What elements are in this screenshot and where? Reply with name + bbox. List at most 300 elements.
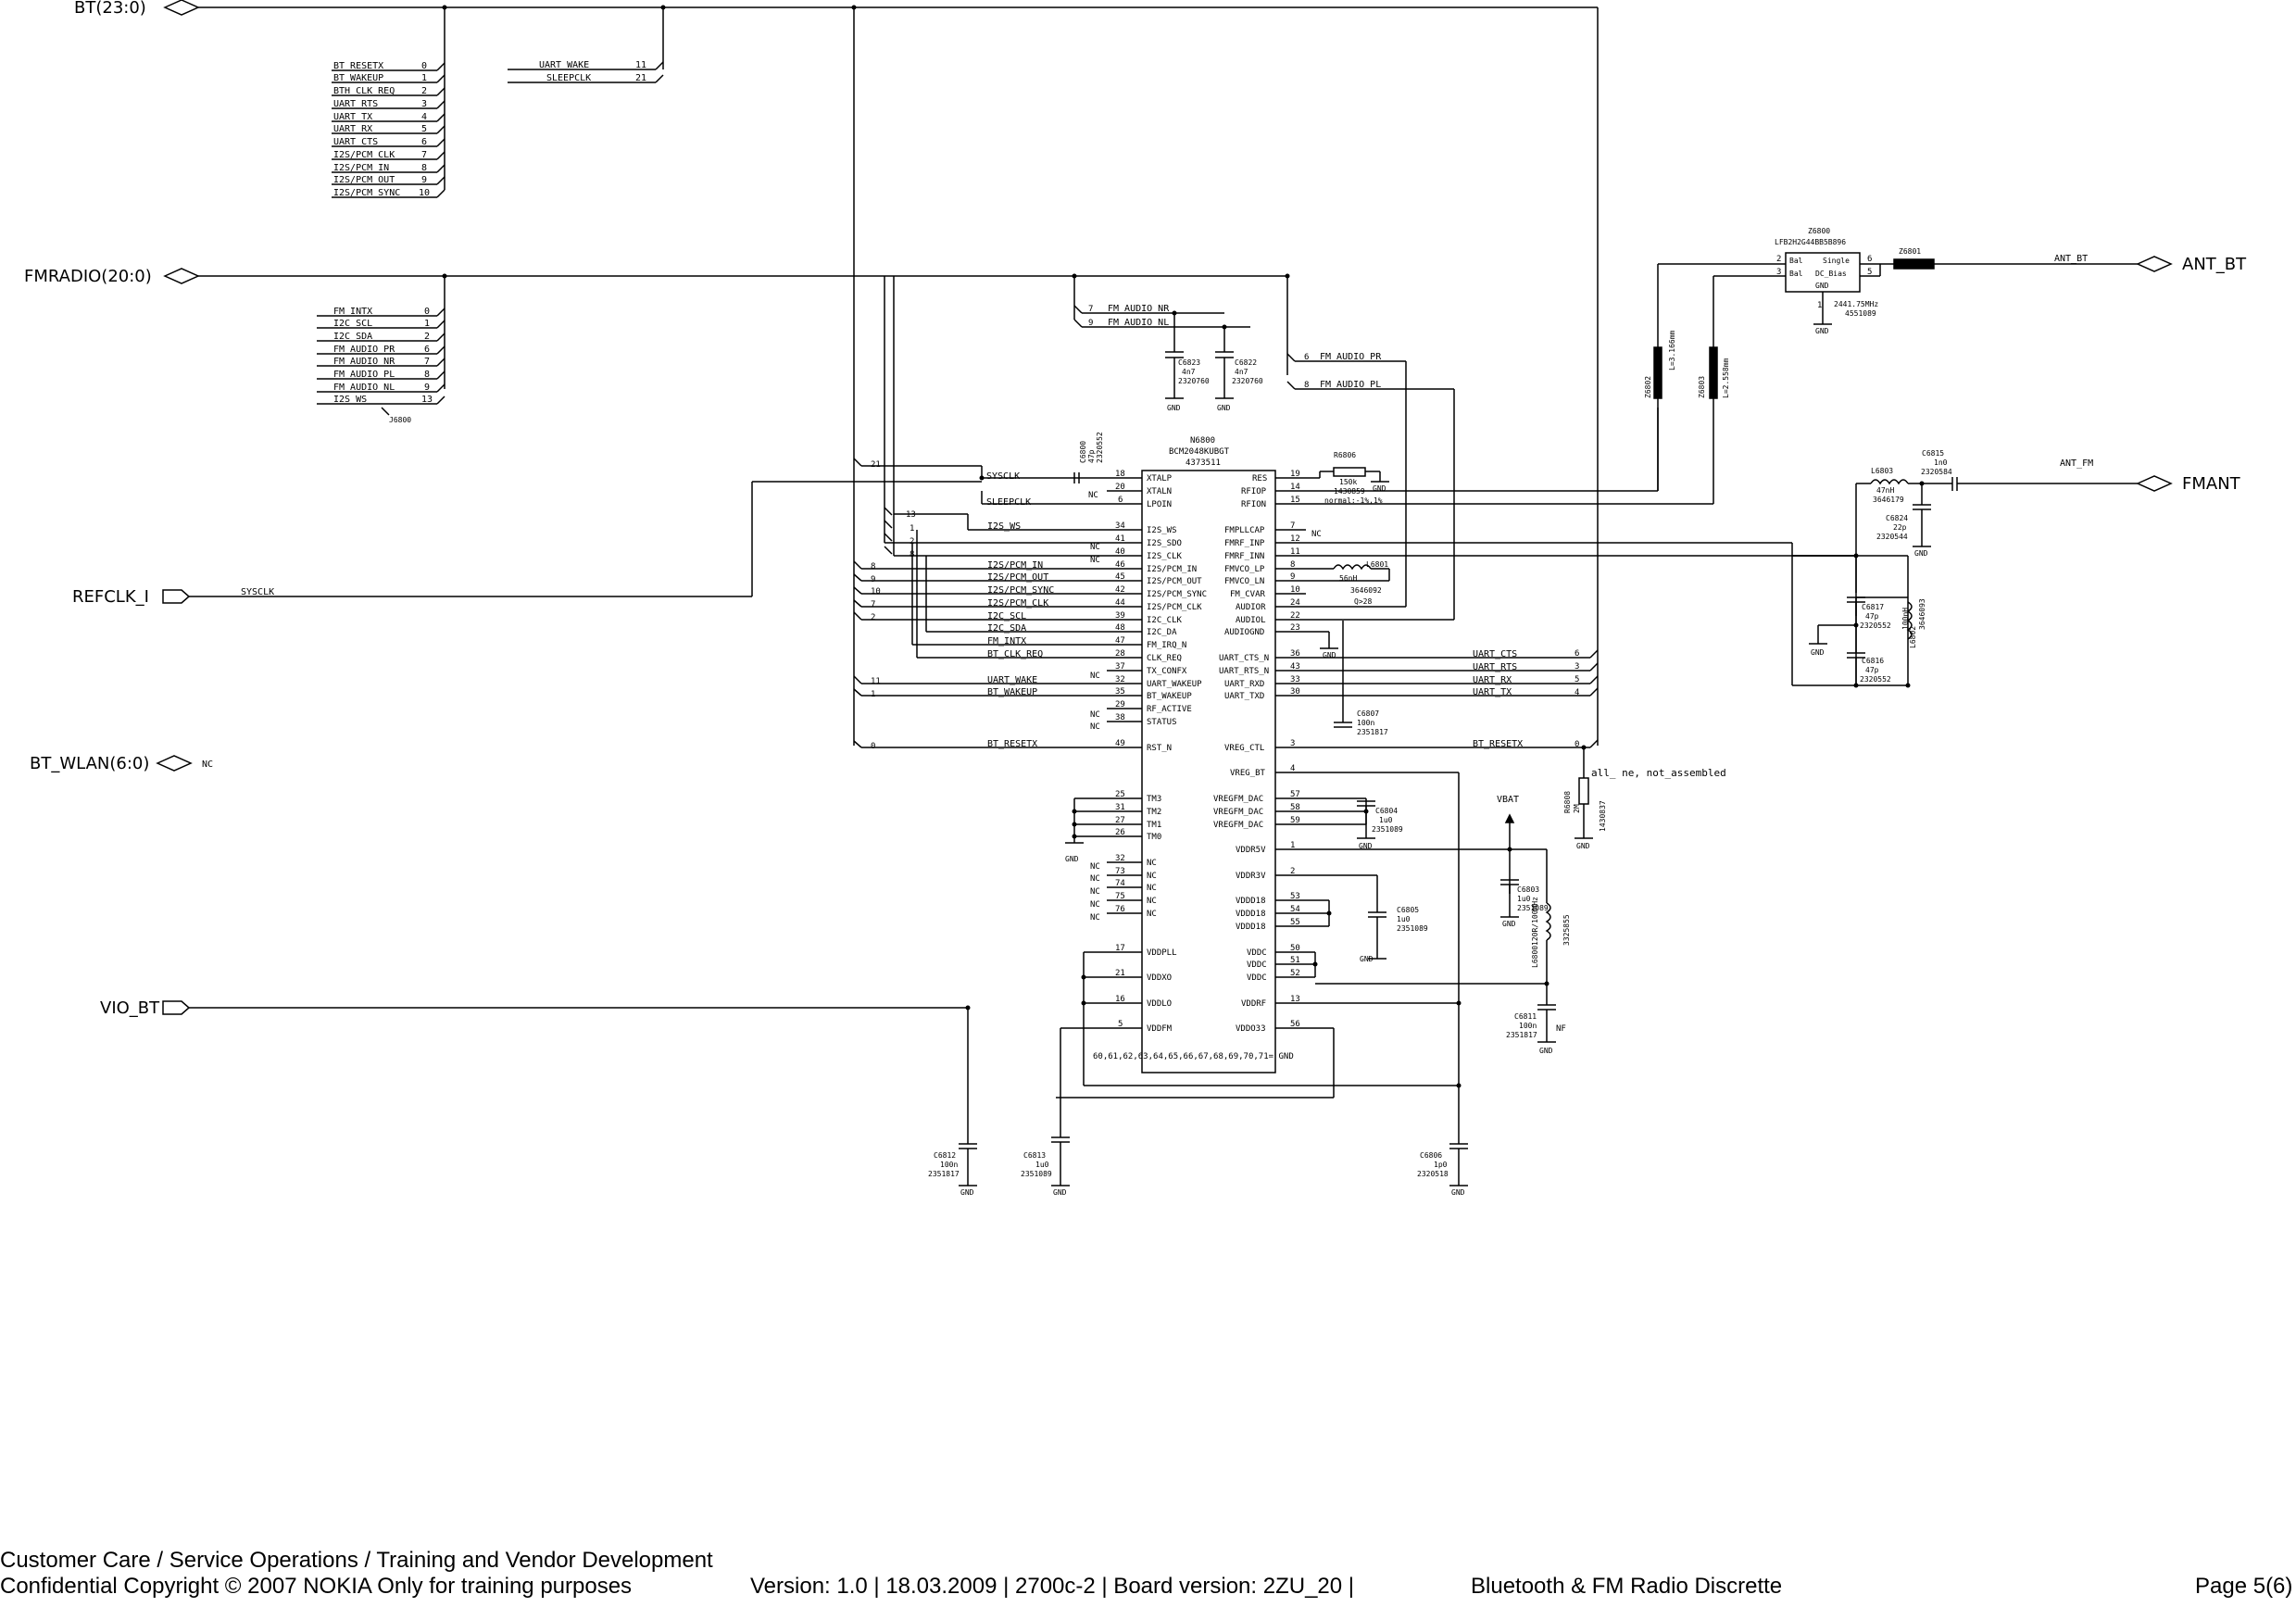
c6824-val: 22p	[1893, 523, 1907, 532]
svg-text:1: 1	[910, 524, 915, 534]
c6803-ref: C6803	[1517, 885, 1540, 894]
bus-signal-pin: 13	[421, 395, 433, 405]
pin-name: RF_ACTIVE	[1147, 705, 1192, 714]
pin-number: 16	[1115, 995, 1125, 1004]
z6800-gnd: GND	[1815, 282, 1829, 290]
pin-number: 21	[1115, 969, 1125, 978]
z6800-bal2: Bal	[1789, 270, 1803, 278]
pin-name: RFIOP	[1241, 487, 1267, 496]
pin-number: 9	[1290, 572, 1296, 582]
pin-number: 24	[1290, 598, 1300, 608]
pin-number: 7	[1290, 521, 1296, 531]
pin-name: AUDIOL	[1236, 616, 1266, 625]
svg-text:GND: GND	[1065, 855, 1079, 863]
svg-text:GND: GND	[1815, 327, 1829, 335]
pin-name: NC	[1147, 910, 1157, 919]
left-signal-routing	[189, 276, 1107, 1144]
l6801-val: 56nH	[1339, 574, 1358, 583]
bus-signal-name: I2C_SCL	[333, 319, 373, 329]
bus-signal-name: UART_RX	[333, 124, 373, 134]
net-sysclk: SYSCLK	[986, 471, 1021, 482]
net-pcm-clk: I2S/PCM_CLK	[987, 598, 1049, 609]
svg-text:R6808: R6808	[1563, 790, 1572, 813]
pin-number: 6	[1118, 496, 1123, 505]
pin-name: FMRF_INN	[1224, 552, 1265, 561]
c6816-ref: C6816	[1862, 657, 1885, 665]
l6800-code-label	[1562, 914, 1571, 946]
pin-number: 23	[1290, 623, 1300, 633]
pin-name: VDDR3V	[1236, 872, 1266, 881]
c6817-code: 2320552	[1860, 621, 1891, 630]
port-connector-bt	[165, 0, 198, 15]
svg-text:5: 5	[1575, 675, 1580, 684]
pin-name: VDDLO	[1147, 999, 1173, 1009]
pin-name: NC	[1147, 872, 1157, 881]
bus-signal-name: UART_CTS	[333, 137, 379, 147]
pin-name: LPOIN	[1147, 500, 1173, 509]
svg-text:GND: GND	[1360, 955, 1374, 963]
pin-number: 37	[1115, 662, 1125, 672]
bus-signal-pin: 8	[424, 370, 431, 380]
bus-signal-pin: 0	[421, 61, 428, 71]
footer-page-title: Bluetooth & FM Radio Discrette	[1471, 1574, 1783, 1599]
port-label-vio-bt: VIO_BT	[100, 998, 160, 1018]
pin-number: 76	[1115, 905, 1125, 914]
svg-text:GND: GND	[1539, 1047, 1553, 1055]
pin-name: NC	[1147, 859, 1157, 868]
svg-text:3325855: 3325855	[1562, 914, 1571, 946]
pin-number: 13	[1290, 995, 1300, 1004]
port-connector-fmant	[2138, 476, 2171, 491]
pin-name: FMVCO_LP	[1224, 565, 1265, 574]
chip-code: 4373511	[1186, 458, 1221, 468]
pin-name: VREG_CTL	[1224, 744, 1265, 753]
pin-number: 40	[1115, 547, 1125, 557]
net-i2c-scl: I2C_SCL	[987, 611, 1027, 621]
bus-signal-pin: 2	[421, 86, 428, 96]
pin-name: TM2	[1147, 808, 1162, 817]
port-label-ant-bt: ANT_BT	[2182, 255, 2247, 274]
junction-dots	[443, 6, 1925, 1088]
c6806-val: 1p0	[1434, 1161, 1448, 1169]
pin-number: 47	[1115, 636, 1125, 646]
l6801-code: 3646092	[1350, 586, 1382, 595]
net-bt-clk-req: BT_CLK_REQ	[987, 649, 1044, 659]
pin-number: 31	[1115, 803, 1125, 812]
svg-text:L=2.558mm: L=2.558mm	[1722, 358, 1730, 398]
bus-signal-name: UART_RTS	[333, 99, 379, 109]
pin-name: I2S_CLK	[1147, 552, 1182, 561]
r6808-code-label	[1599, 800, 1607, 832]
svg-text:GND: GND	[1359, 842, 1373, 850]
bus-signal-name: SLEEPCLK	[546, 73, 592, 83]
svg-text:GND: GND	[960, 1188, 974, 1197]
r6806-val: 150k	[1339, 478, 1358, 486]
r6806-note: normal:-1%,1%	[1324, 496, 1383, 505]
pin-number: 46	[1115, 560, 1125, 570]
bus-signal-name: FM_AUDIO_PR	[333, 345, 395, 355]
z6800-freq: 2441.75MHz	[1834, 300, 1879, 308]
bus-signal-name: FM_AUDIO_NR	[333, 357, 395, 367]
bus-signal-pin: 1	[424, 319, 431, 329]
pin-name: UART_RTS_N	[1219, 667, 1270, 676]
port-label-bt: BT(23:0)	[74, 0, 146, 18]
net-ant-fm: ANT_FM	[2060, 458, 2094, 469]
tm-pins-routing	[1074, 798, 1107, 843]
net-pcm-sync: I2S/PCM_SYNC	[987, 585, 1055, 596]
pin-number: 12	[1290, 534, 1300, 544]
c6800-label	[1079, 432, 1104, 463]
bus-signal-name: I2S_WS	[333, 395, 368, 405]
chip-part: BCM2048KUBGT	[1169, 447, 1230, 457]
pin-name: FMVCO_LN	[1224, 577, 1265, 586]
r6806-code: 1430859	[1334, 487, 1365, 496]
svg-text:NC: NC	[1088, 491, 1098, 500]
footer-version: Version: 1.0 | 18.03.2009 | 2700c-2 | Board version: 2ZU_20 |	[750, 1574, 1355, 1599]
pin-number: 11	[1290, 547, 1300, 557]
c6812-val: 100n	[940, 1161, 959, 1169]
bus-signal-name: FM_AUDIO_PL	[333, 370, 395, 380]
pin-name: FMPLLCAP	[1224, 526, 1265, 535]
c6813-code: 2351089	[1021, 1170, 1052, 1178]
pin-name: VDDXO	[1147, 973, 1173, 983]
net-fm-audio-nl: FM_AUDIO_NL	[1108, 318, 1170, 328]
pin-name: VDDO33	[1236, 1024, 1266, 1034]
pin-name: UART_RXD	[1224, 680, 1265, 689]
port-label-fmant: FMANT	[2182, 474, 2240, 494]
svg-text:6: 6	[1867, 255, 1873, 264]
pin-name: VREGFM_DAC	[1213, 795, 1264, 804]
pin-number: 36	[1290, 649, 1300, 659]
r6808-label	[1563, 791, 1581, 813]
svg-text:GND: GND	[1811, 648, 1825, 657]
pin-name: FM_IRQ_N	[1147, 641, 1187, 650]
net-i2s-ws: I2S_WS	[987, 521, 1022, 532]
bus-signal-pin: 1	[421, 73, 428, 83]
c6815-val: 1n0	[1934, 458, 1948, 467]
c6822-val: 4n7	[1235, 368, 1248, 376]
svg-text:0: 0	[1575, 740, 1580, 749]
net-uart-cts: UART_CTS	[1473, 649, 1518, 659]
svg-text:3: 3	[1575, 662, 1580, 672]
pin-name: VDDR5V	[1236, 846, 1266, 855]
c6817-ref: C6817	[1862, 603, 1885, 611]
c6806-ref: C6806	[1420, 1151, 1443, 1160]
pin-number: 58	[1290, 803, 1300, 812]
net-uart-tx: UART_TX	[1473, 687, 1512, 697]
c6812-ref: C6812	[934, 1151, 957, 1160]
pin-number: 17	[1115, 944, 1125, 953]
svg-text:L6802: L6802	[1909, 625, 1917, 648]
l6801-extra: Q>28	[1354, 597, 1373, 606]
svg-text:2: 2	[910, 537, 915, 546]
svg-text:GND: GND	[1217, 404, 1231, 412]
pin-name: I2S_SDO	[1147, 539, 1182, 548]
svg-text:3646093: 3646093	[1918, 598, 1926, 630]
svg-text:11: 11	[871, 677, 881, 686]
pin-number: 43	[1290, 662, 1300, 672]
pin-number: 74	[1115, 879, 1125, 888]
chip-bottom-gnd-pins: 60,61,62,63,64,65,66,67,68,69,70,71= GND	[1093, 1052, 1294, 1061]
pin-number: 4	[1290, 764, 1296, 773]
c6804-val: 1u0	[1379, 816, 1393, 824]
svg-text:NC: NC	[1090, 722, 1100, 732]
c6816-val: 47p	[1865, 666, 1879, 674]
footer-confidential: Confidential Copyright © 2007 NOKIA Only for training purposes	[0, 1574, 633, 1599]
svg-text:NC: NC	[1090, 672, 1100, 681]
c6822-ref: C6822	[1235, 358, 1258, 367]
pin-name: VDDD18	[1236, 897, 1266, 906]
svg-text:C6800: C6800	[1079, 440, 1087, 463]
bt-bus-signal-list	[333, 60, 646, 198]
port-label-bt-wlan-nc: NC	[202, 760, 214, 770]
pin-number: 57	[1290, 790, 1300, 799]
net-fm-audio-nr: FM_AUDIO_NR	[1108, 304, 1170, 314]
c6807-code: 2351817	[1357, 728, 1388, 736]
svg-text:6: 6	[1575, 649, 1580, 659]
gnd-labels	[960, 327, 1928, 1197]
bus-signal-pin: 6	[424, 345, 431, 355]
svg-text:9: 9	[1088, 319, 1094, 328]
z6802-microstrip	[1654, 347, 1662, 398]
z6800-bal1: Bal	[1789, 257, 1803, 265]
svg-text:GND: GND	[1167, 404, 1181, 412]
c6804-code: 2351089	[1372, 825, 1403, 834]
c6824-ref: C6824	[1886, 514, 1909, 522]
bus-signal-name: I2C_SDA	[333, 332, 373, 342]
c6822-code: 2320760	[1232, 377, 1263, 385]
pin-name: UART_TXD	[1224, 692, 1265, 701]
net-sleepclk: SLEEPCLK	[986, 497, 1032, 508]
svg-text:3: 3	[1776, 268, 1782, 277]
bus-signal-pin: 7	[424, 357, 431, 367]
c6815-code: 2320584	[1921, 468, 1952, 476]
r6808-resistor	[1579, 747, 1588, 838]
pin-number: 54	[1290, 905, 1300, 914]
net-uart-rx: UART_RX	[1473, 675, 1512, 685]
svg-text:NC: NC	[1090, 862, 1100, 872]
port-label-refclk: REFCLK_I	[72, 587, 149, 607]
bus-signal-name: I2S/PCM_CLK	[333, 150, 395, 160]
net-fm-audio-pr: FM_AUDIO_PR	[1320, 352, 1382, 362]
bus-signal-name: I2S/PCM_OUT	[333, 175, 395, 185]
l6800-ferrite	[1510, 849, 1550, 1005]
svg-text:9: 9	[871, 575, 876, 584]
pin-number: 45	[1115, 572, 1125, 582]
bus-signal-pin: 8	[421, 163, 428, 173]
vbat-arrow	[1506, 815, 1513, 822]
c6815-ref: C6815	[1922, 449, 1945, 458]
pin-number: 8	[1290, 560, 1296, 570]
bus-signal-name: BTH_CLK_REQ	[333, 86, 395, 96]
pin-number: 18	[1115, 470, 1125, 479]
net-uart-rts: UART_RTS	[1473, 662, 1518, 672]
svg-text:8: 8	[910, 550, 915, 559]
pin-number: 55	[1290, 918, 1300, 927]
pin-number: 49	[1115, 739, 1125, 748]
svg-text:1: 1	[871, 690, 876, 699]
svg-text:NC: NC	[1090, 913, 1100, 923]
pin-name: TM0	[1147, 833, 1162, 842]
j6800-label: J6800	[389, 416, 412, 424]
pin-name: VREGFM_DAC	[1213, 808, 1264, 817]
pin-name: AUDIOGND	[1224, 628, 1265, 637]
pin-number: 22	[1290, 611, 1300, 621]
pin-number: 30	[1290, 687, 1300, 697]
svg-text:NC: NC	[1311, 530, 1322, 539]
c6811-val: 100n	[1519, 1022, 1537, 1030]
pin-number: 14	[1290, 483, 1300, 492]
chip-left-pins	[1115, 470, 1207, 1034]
chip-ref: N6800	[1190, 436, 1216, 446]
pin-name: VDDC	[1247, 948, 1267, 958]
bus-signal-pin: 9	[424, 383, 431, 393]
pin-number: 19	[1290, 470, 1300, 479]
bus-signal-pin: 3	[421, 99, 428, 109]
c6807-ref: C6807	[1357, 709, 1380, 718]
svg-text:8: 8	[1304, 381, 1310, 390]
c6813-val: 1u0	[1035, 1161, 1049, 1169]
svg-text:NC: NC	[1090, 887, 1100, 897]
svg-text:7: 7	[871, 600, 876, 609]
net-fm-audio-pl: FM_AUDIO_PL	[1320, 380, 1382, 390]
pin-number: 15	[1290, 496, 1300, 505]
pin-name: VREGFM_DAC	[1213, 821, 1264, 830]
bus-signal-name: FM_INTX	[333, 307, 373, 317]
net-pcm-in: I2S/PCM_IN	[987, 560, 1044, 571]
pin-name: VDDFM	[1147, 1024, 1173, 1034]
c6817-val: 47p	[1865, 612, 1879, 621]
net-ant-bt: ANT_BT	[2054, 254, 2089, 264]
pin-number: 39	[1115, 611, 1125, 621]
svg-text:13: 13	[906, 510, 916, 520]
svg-text:L=3.166mm: L=3.166mm	[1668, 330, 1676, 370]
bus-signal-pin: 11	[635, 60, 647, 70]
l6803-val: 47nH	[1876, 486, 1895, 495]
rf-fm-section	[1792, 477, 2138, 685]
bus-signal-pin: 6	[421, 137, 428, 147]
pin-number: 51	[1290, 956, 1300, 965]
c6824-code: 2320544	[1876, 533, 1908, 541]
pin-number: 27	[1115, 816, 1125, 825]
pin-name: XTALN	[1147, 487, 1173, 496]
c6805-ref: C6805	[1397, 906, 1420, 914]
port-label-bt-wlan: BT_WLAN(6:0)	[30, 754, 150, 773]
port-connector-refclk	[163, 590, 189, 603]
c6805-val: 1u0	[1397, 915, 1411, 923]
pin-name: I2S/PCM_CLK	[1147, 603, 1202, 612]
net-pcm-out: I2S/PCM_OUT	[987, 572, 1049, 583]
bus-signal-name: BT_RESETX	[333, 61, 384, 71]
pin-number: 59	[1290, 816, 1300, 825]
svg-text:1430837: 1430837	[1599, 800, 1607, 832]
c6803-val: 1u0	[1517, 895, 1531, 903]
svg-text:8: 8	[871, 562, 876, 571]
pin-name: VDDRF	[1241, 999, 1267, 1009]
l6801-ref: L6801	[1366, 560, 1389, 569]
svg-text:GND: GND	[1576, 842, 1590, 850]
z6800-single: Single	[1823, 257, 1850, 265]
pin-number: 41	[1115, 534, 1125, 544]
svg-text:2320552: 2320552	[1096, 432, 1104, 463]
svg-text:NF: NF	[1556, 1024, 1566, 1034]
svg-text:10: 10	[871, 587, 881, 596]
pin-number: 25	[1115, 790, 1125, 799]
z6801-ref: Z6801	[1899, 247, 1922, 256]
pin-number: 56	[1290, 1020, 1300, 1029]
pin-number: 48	[1115, 623, 1125, 633]
c6812-code: 2351817	[928, 1170, 960, 1178]
bus-signal-name: I2S/PCM_IN	[333, 163, 390, 173]
port-connector-vio-bt	[163, 1001, 189, 1014]
net-bt-resetx: BT_RESETX	[987, 739, 1038, 749]
svg-text:GND: GND	[1451, 1188, 1465, 1197]
svg-text:47p: 47p	[1087, 449, 1096, 463]
pin-name: FM_CVAR	[1230, 590, 1265, 599]
pin-number: 53	[1290, 892, 1300, 901]
port-connector-fmradio	[165, 269, 198, 283]
pin-number: 33	[1290, 675, 1300, 684]
z6800-part: LFB2H2G44BB5B896	[1775, 238, 1847, 246]
c6805-code: 2351089	[1397, 924, 1428, 933]
pin-name: VDDD18	[1236, 910, 1266, 919]
net-vbat: VBAT	[1497, 795, 1520, 805]
pin-name: TX_CONFX	[1147, 667, 1187, 676]
pin-name: UART_WAKEUP	[1147, 680, 1202, 689]
svg-text:NC: NC	[1090, 556, 1100, 565]
pin-name: XTALP	[1147, 474, 1173, 483]
pin-number: 32	[1115, 854, 1125, 863]
bus-signal-pin: 5	[421, 124, 428, 134]
pin-name: RST_N	[1147, 744, 1173, 753]
bus-signal-name: I2S/PCM_SYNC	[333, 188, 401, 198]
c6823-val: 4n7	[1182, 368, 1196, 376]
pin-number: 52	[1290, 969, 1300, 978]
bus-signal-pin: 21	[635, 73, 647, 83]
c6807-val: 100n	[1357, 719, 1375, 727]
pin-name: RES	[1252, 474, 1268, 483]
c6804-ref: C6804	[1375, 807, 1399, 815]
pin-number: 75	[1115, 892, 1125, 901]
pin-name: BT_WAKEUP	[1147, 692, 1192, 701]
c6823-code: 2320760	[1178, 377, 1210, 385]
pin-name: I2C_DA	[1147, 628, 1177, 637]
svg-text:21: 21	[871, 460, 881, 470]
z6800-ref: Z6800	[1808, 227, 1831, 235]
z6801-microstrip	[1894, 259, 1934, 269]
pin-name: STATUS	[1147, 718, 1177, 727]
component-labels	[928, 227, 1952, 1178]
pin-number: 38	[1115, 713, 1125, 722]
c6823-ref: C6823	[1178, 358, 1201, 367]
l6803-code: 3646179	[1873, 496, 1904, 504]
pin-name: NC	[1147, 884, 1157, 893]
bus-signal-pin: 9	[421, 175, 428, 185]
svg-text:5: 5	[1867, 268, 1873, 277]
svg-text:NC: NC	[1090, 874, 1100, 884]
c6811-code: 2351817	[1506, 1031, 1537, 1039]
chip-right-pins	[1213, 470, 1300, 1034]
c6803-code: 2351089	[1517, 904, 1549, 912]
svg-text:Z6803: Z6803	[1698, 375, 1706, 398]
pin-number: 34	[1115, 521, 1125, 531]
pin-name: FMRF_INP	[1224, 539, 1265, 548]
footer-info-row	[0, 1575, 2296, 1601]
bus-signal-pin: 2	[424, 332, 431, 342]
svg-text:2: 2	[871, 613, 876, 622]
pin-number: 28	[1115, 649, 1125, 659]
svg-text:120R/100MHz: 120R/100MHz	[1531, 897, 1539, 946]
